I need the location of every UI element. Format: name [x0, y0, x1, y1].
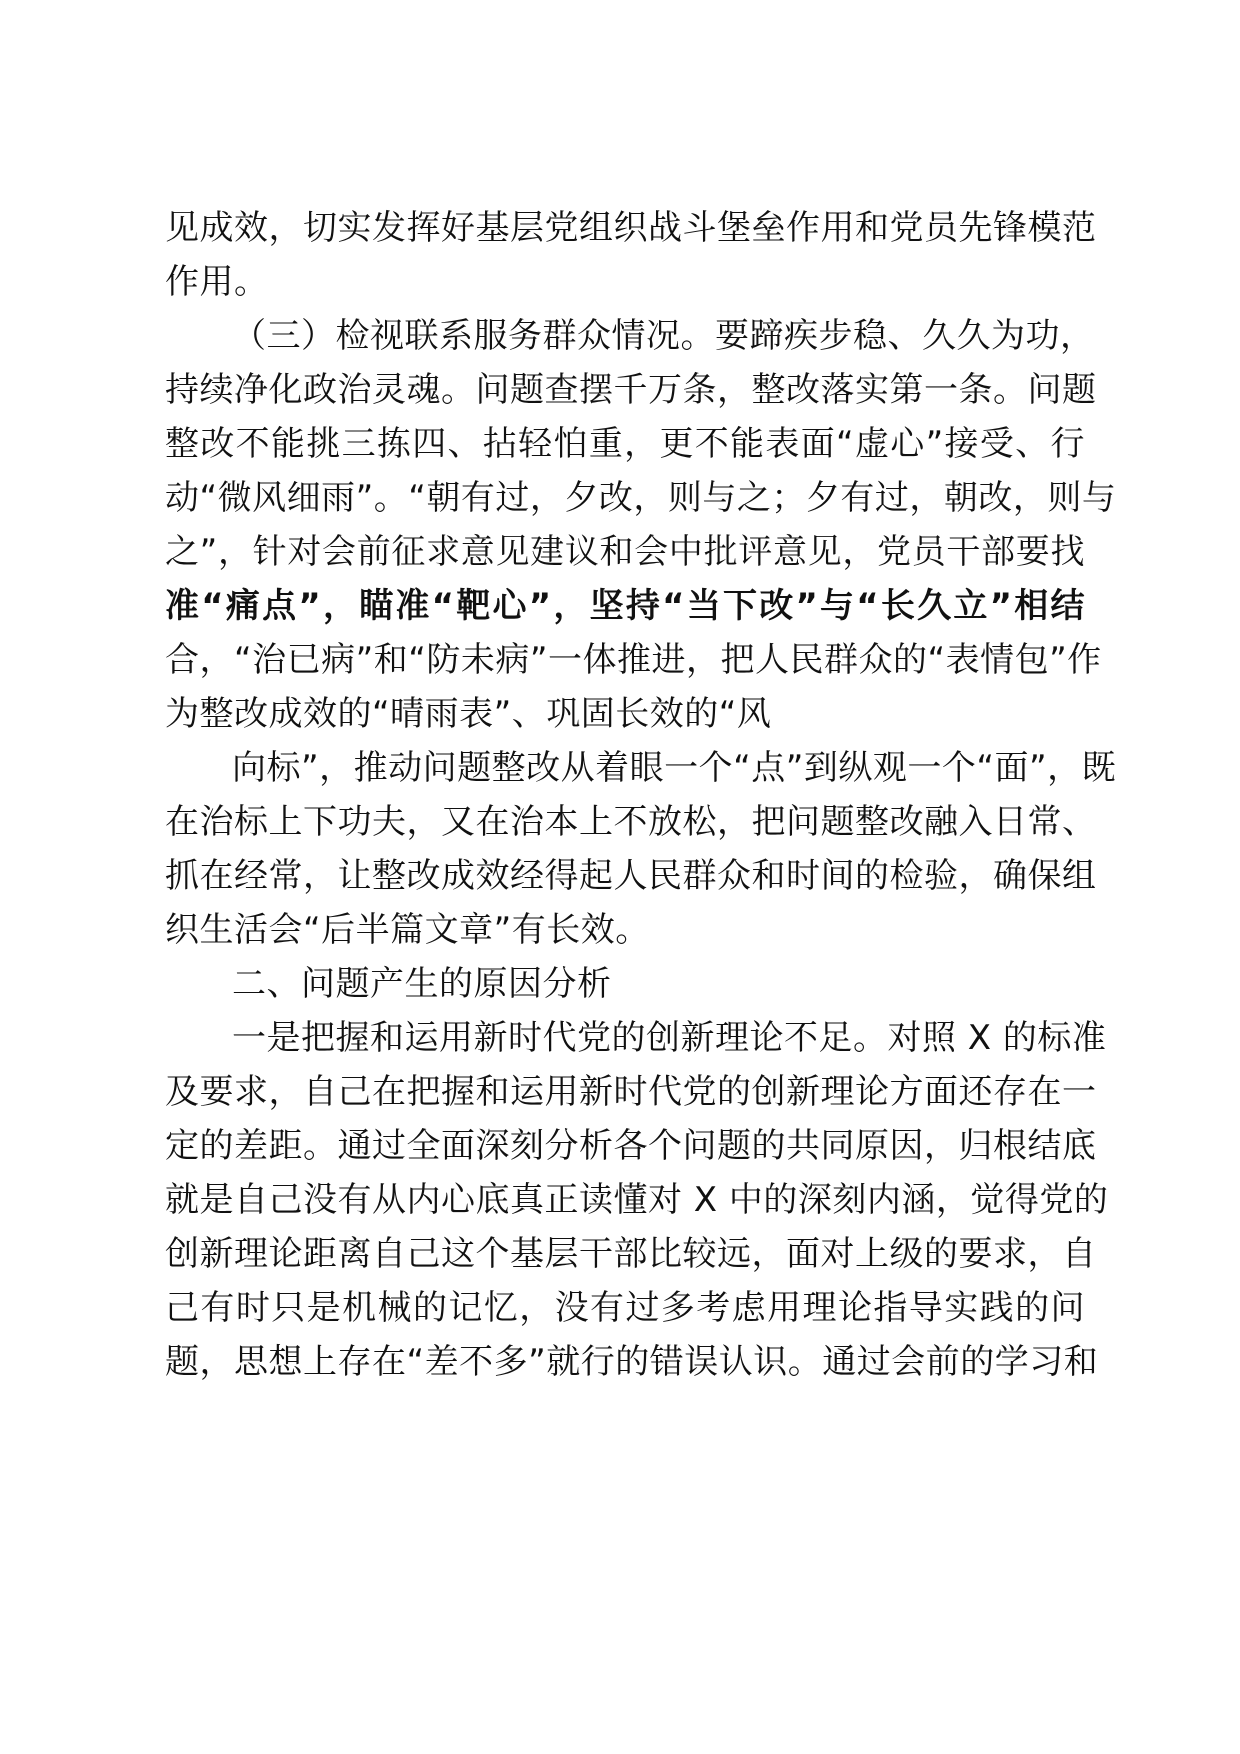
text-line: 动“微风细雨”。“朝有过，夕改，则与之；夕有过，朝改，则与 — [165, 478, 1117, 518]
text-line: 见成效，切实发挥好基层党组织战斗堡垒作用和党员先锋模范 — [165, 208, 1097, 248]
text-line: 合，“治已病”和“防未病”一体推进，把人民群众的“表情包”作 — [165, 640, 1102, 680]
text-line-bold: 准“痛点”，瞄准“靶心”，坚持“当下改”与“长久立”相结 — [165, 586, 1085, 626]
text-line: 己有时只是机械的记忆，没有过多考虑用理论指导实践的问 — [165, 1288, 1085, 1328]
text-line: 抓在经常，让整改成效经得起人民群众和时间的检验，确保组 — [165, 856, 1097, 896]
text-line: 题，思想上存在“差不多”就行的错误认识。通过会前的学习和 — [165, 1342, 1099, 1382]
section-heading: 二、问题产生的原因分析 — [232, 964, 612, 1004]
text-line: 持续净化政治灵魂。问题查摆千万条，整改落实第一条。问题 — [165, 370, 1097, 410]
text-line: 之”，针对会前征求意见建议和会中批评意见，党员干部要找 — [165, 532, 1085, 572]
text-line: 就是自己没有从内心底真正读懂对 X 中的深刻内涵，觉得党的 — [165, 1180, 1109, 1220]
text-line: 织生活会“后半篇文章”有长效。 — [165, 910, 650, 950]
section-heading-line: （三）检视联系服务群众情况。要蹄疾步稳、久久为功， — [232, 316, 1095, 356]
text-line: 在治标上下功夫，又在治本上不放松，把问题整改融入日常、 — [165, 802, 1097, 842]
text-line: 向标”，推动问题整改从着眼一个“点”到纵观一个“面”，既 — [232, 748, 1117, 788]
text-line: 定的差距。通过全面深刻分析各个问题的共同原因，归根结底 — [165, 1126, 1097, 1166]
text-line: 及要求，自己在把握和运用新时代党的创新理论方面还存在一 — [165, 1072, 1097, 1112]
text-line: 整改不能挑三拣四、拈轻怕重，更不能表面“虚心”接受、行 — [165, 424, 1085, 464]
text-line: 为整改成效的“晴雨表”、巩固长效的“风 — [165, 694, 772, 734]
text-line: 作用。 — [165, 262, 269, 302]
text-line: 创新理论距离自己这个基层干部比较远，面对上级的要求，自 — [165, 1234, 1097, 1274]
text-line: 一是把握和运用新时代党的创新理论不足。对照 X 的标准 — [232, 1018, 1107, 1058]
